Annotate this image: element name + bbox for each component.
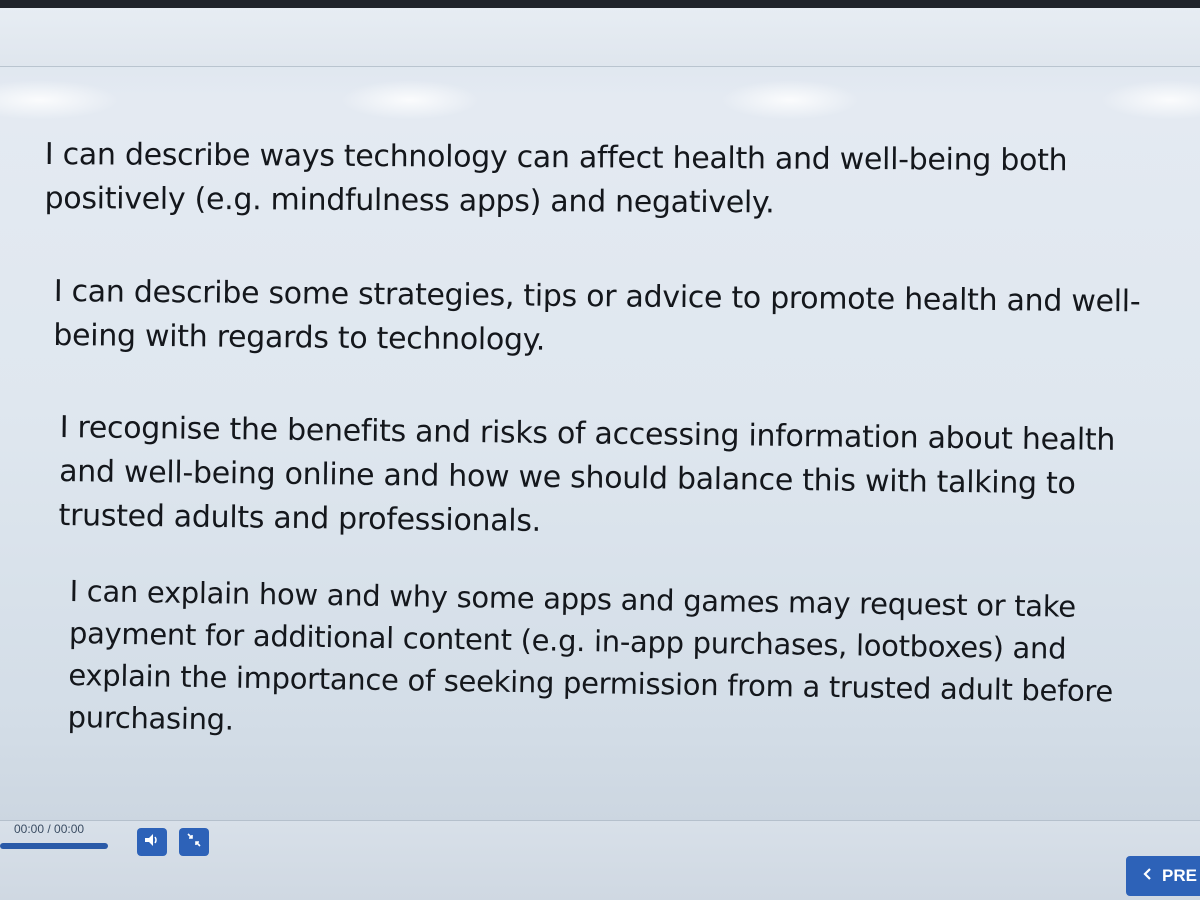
playback-time: 00:00 / 00:00 (14, 822, 85, 836)
progress-bar[interactable] (0, 843, 108, 849)
previous-button-label: PRE (1162, 866, 1197, 885)
volume-button[interactable] (137, 828, 167, 856)
slide-screen (0, 8, 1200, 900)
slide-content (0, 8, 1200, 808)
collapse-button[interactable] (179, 828, 209, 856)
volume-icon (144, 833, 160, 852)
objective-text: I can describe some strategies, tips or advice to promote health and well-being with regards to technology. (53, 273, 1141, 358)
objective-text: I can describe ways technology can affect health and well-being both positively (e.g. mindfulness apps) and negatively. (44, 136, 1068, 221)
objective-text: I recognise the benefits and risks of accessing information about health and well-being online and how we should balance this with talking to trusted adults and professionals. (58, 409, 1116, 539)
previous-button[interactable] (1126, 856, 1200, 896)
objective-text: I can explain how and why some apps and games may request or take payment for additional content (e.g. in-app purchases, lootboxes) and explain the importance of seeking permission from a trusted adult before purchasing. (67, 573, 1114, 737)
chevron-left-icon (1142, 866, 1152, 886)
collapse-icon (186, 832, 202, 853)
